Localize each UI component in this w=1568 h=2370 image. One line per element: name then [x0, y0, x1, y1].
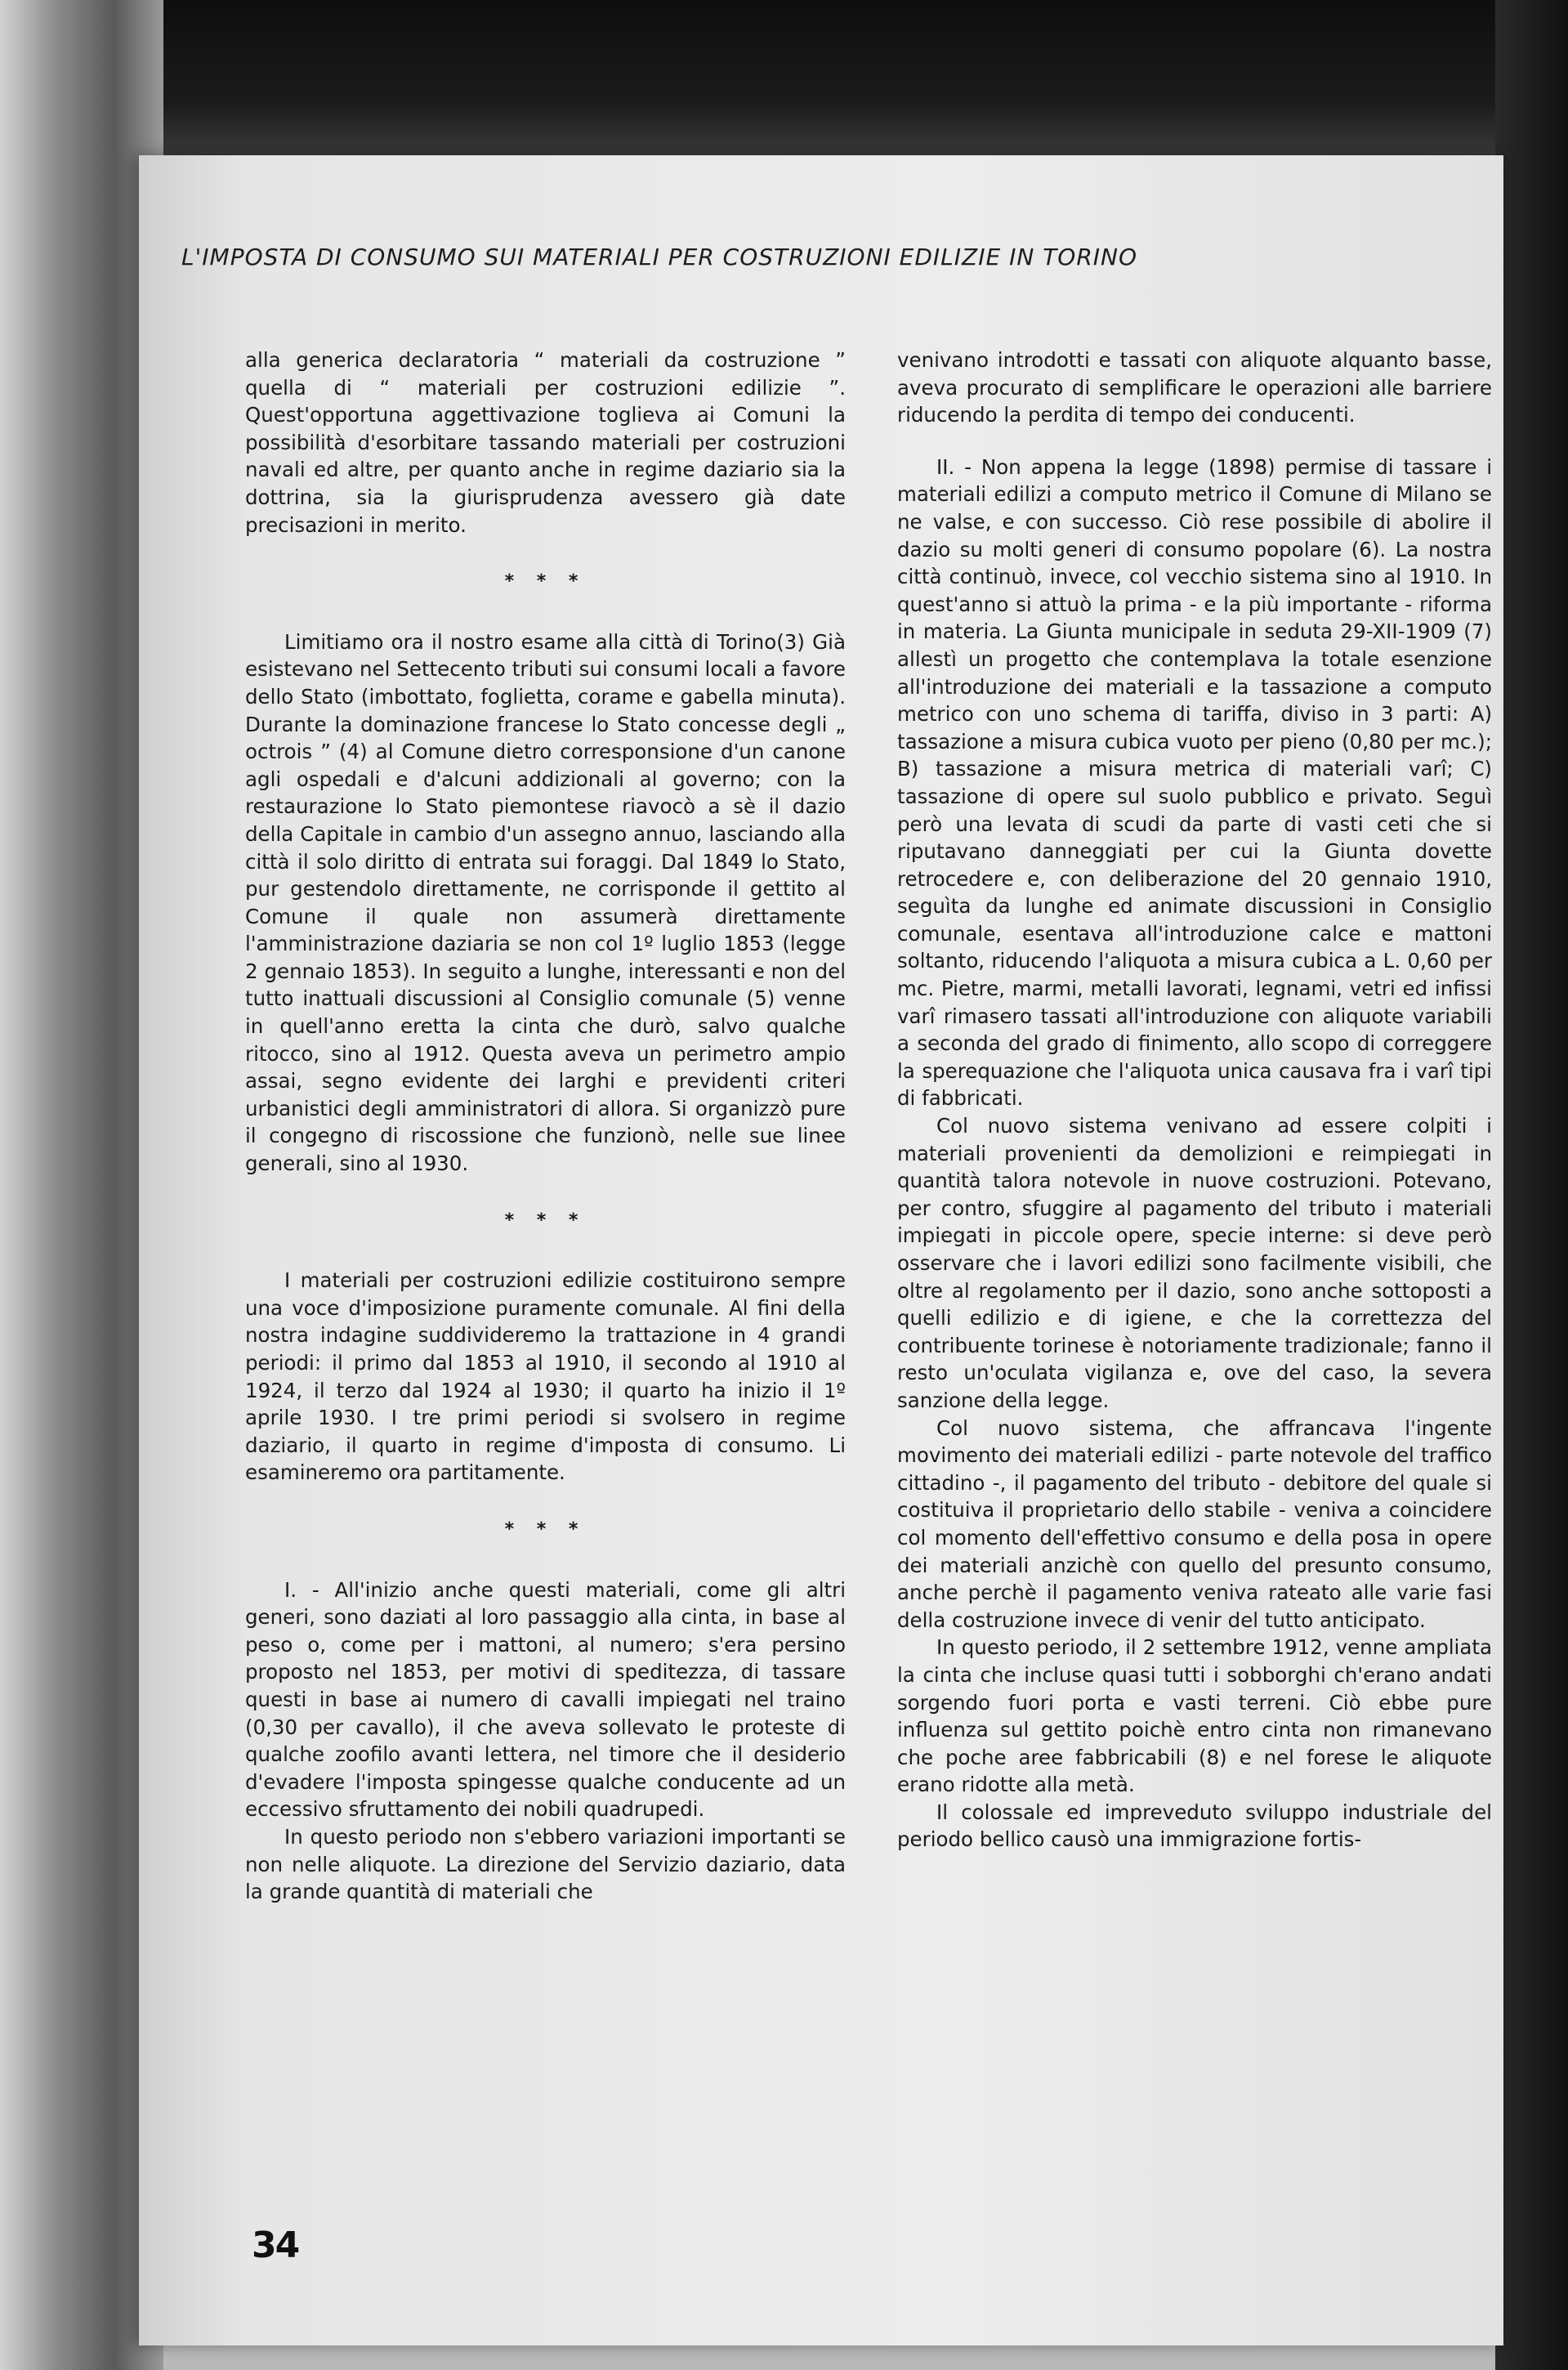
left-paragraph-2: Limitiamo ora il nostro esame alla città di Torino(3) Già esistevano nel Settecento tributi sui consumi locali a favore dello Stato (imbottato, foglietta, corame e gabella minuta). Durante la dominazione francese lo Stato concesse degli „ octrois ” (4) al Comune dietro corresponsione d'un canone agli ospedali e d'alcuni addizionali al governo; con la restaurazione lo Stato piemontese riavocò a sè il dazio della Capitale in cambio d'un assegno annuo, lasciando alla città il solo diritto di entrata sui foraggi. Dal 1849 lo Stato, pur gestendolo direttamente, ne corrisponde il gettito al Comune il quale non assumerà direttamente l'amministrazione daziaria se non col 1º luglio 1853 (legge 2 gennaio 1853). In seguito a lunghe, interessanti e non del tutto inattuali discussioni al Consiglio comunale (5) venne in quell'anno eretta la cinta che durò, salvo qualche ritocco, sino al 1912. Questa aveva un perimetro ampio assai, segno evidente dei larghi e previdenti criteri urbanistici degli amministratori di allora. Si organizzò pure il congegno di riscossione che funzionò, nelle sue linee generali, sino al 1930.: [245, 629, 846, 1176]
scan-dark-border-top: [0, 0, 1568, 172]
left-paragraph-5: In questo periodo non s'ebbero variazioni importanti se non nelle aliquote. La direzione del Servizio daziario, data la grande quantità di materiali che: [245, 1824, 846, 1904]
left-column: [245, 347, 846, 1906]
section-separator: * * *: [504, 1518, 587, 1540]
right-paragraph-3: Col nuovo sistema venivano ad essere colpiti i materiali provenienti da demolizioni e reimpiegati in quantità talora notevole in nuove costruzioni. Potevano, per contro, sfuggire al pagamento del tributo i materiali impiegati in piccole opere, specie interne: si deve però osservare che i lavori edilizi sono facilmente visibili, che oltre al regolamento per il dazio, sono anche sottoposti a quelli edilizio e di igiene, e che la correttezza del contribuente torinese è notoriamente tradizionale; fanno il resto un'oculata vigilanza e, ove del caso, la severa sanzione della legge.: [897, 1114, 1492, 1412]
right-paragraph-5: In questo periodo, il 2 settembre 1912, venne ampliata la cinta che incluse quasi tutti i sobborghi ch'erano andati sorgendo fuori porta e vasti terreni. Ciò ebbe pure influenza sul gettito poichè entro cinta non rimanevano che poche aree fabbricabili (8) e nel forese le aliquote erano ridotte alla metà.: [897, 1635, 1492, 1797]
scan-dark-border-right: [1495, 0, 1568, 2370]
page-number: 34: [252, 2225, 299, 2266]
right-column: [897, 347, 1492, 1854]
right-paragraph-2: II. - Non appena la legge (1898) permise di tassare i materiali edilizi a computo metrico il Comune di Milano se ne valse, e con successo. Ciò rese possibile di abolire il dazio su molti generi di consumo popolare (6). La nostra città continuò, invece, col vecchio sistema sino al 1910. In quest'anno si attuò la prima - e la più importante - riforma in materia. La Giunta municipale in seduta 29-XII-1909 (7) allestì un progetto che contemplava la totale esenzione all'introduzione dei materiali e la tassazione a computo metrico con uno schema di tariffa, diviso in 3 parti: A) tassazione a misura cubica vuoto per pieno (0,80 per mc.); B) tassazione a misura metrica di materiali varî; C) tassazione di opere sul suolo pubblico e privato. Seguì però una levata di scudi da parte di vasti ceti che si riputavano danneggiati per cui la Giunta dovette retrocedere e, con deliberazione del 20 gennaio 1910, seguìta da lunghe ed animate discussioni in Consiglio comunale, esentava all'introduzione calce e mattoni soltanto, riducendo l'aliquota a misura cubica a L. 0,60 per mc. Pietre, marmi, metalli lavorati, legnami, vetri ed infissi varî rimasero tassati all'introduzione con aliquote variabili a seconda del grado di finimento, allo scopo di correggere la sperequazione che l'aliquota unica causava fra i varî tipi di fabbricati.: [897, 454, 1492, 1111]
right-paragraph-6: Il colossale ed impreveduto sviluppo industriale del periodo bellico causò una immigrazione fortis-: [897, 1800, 1492, 1852]
section-separator: * * *: [504, 571, 587, 592]
section-separator: * * *: [504, 1210, 587, 1231]
right-paragraph-4: Col nuovo sistema, che affrancava l'ingente movimento dei materiali edilizi - parte notevole del traffico cittadino -, il pagamento del tributo - debitore del quale si costituiva il proprietario dello stabile - veniva a coincidere col momento dell'effettivo consumo e della posa in opere dei materiali anzichè con quello del presunto consumo, anche perchè il pagamento veniva rateato alle varie fasi della costruzione invece di venir del tutto anticipato.: [897, 1415, 1492, 1632]
left-paragraph-1: alla generica declaratoria “ materiali da costruzione ” quella di “ materiali per costruzioni edilizie ”. Quest'opportuna aggettivazione toglieva ai Comuni la possibilità d'esorbitare tassando materiali per costruzioni navali ed altre, per quanto anche in regime daziario sia la dottrina, sia la giurisprudenza avessero già date precisazioni in merito.: [245, 348, 846, 537]
right-paragraph-1: venivano introdotti e tassati con aliquote alquanto basse, aveva procurato di semplificare le operazioni alle barriere riducendo la perdita di tempo dei conducenti.: [897, 348, 1492, 427]
left-paragraph-4: I. - All'inizio anche questi materiali, come gli altri generi, sono daziati al loro passaggio alla cinta, in base al peso o, come per i mattoni, al numero; s'era persino proposto nel 1853, per motivi di speditezza, di tassare questi in base ai numero di cavalli impiegati nel traino (0,30 per cavallo), il che aveva sollevato le proteste di qualche zoofilo avanti lettera, nel timore che il desiderio d'evadere l'imposta spingesse qualche conducente ad un eccessivo sfruttamento dei nobili quadrupedi.: [245, 1577, 846, 1822]
left-paragraph-3: I materiali per costruzioni edilizie costituirono sempre una voce d'imposizione puramente comunale. Al fini della nostra indagine suddivideremo la trattazione in 4 grandi periodi: il primo dal 1853 al 1910, il secondo al 1910 al 1924, il terzo dal 1924 al 1930; il quarto ha inizio il 1º aprile 1930. I tre primi periodi si svolsero in regime daziario, il quarto in regime d'imposta di consumo. Li esamineremo ora partitamente.: [245, 1268, 846, 1485]
running-title: L'IMPOSTA DI CONSUMO SUI MATERIALI PER COSTRUZIONI EDILIZIE IN TORINO: [181, 244, 1138, 271]
